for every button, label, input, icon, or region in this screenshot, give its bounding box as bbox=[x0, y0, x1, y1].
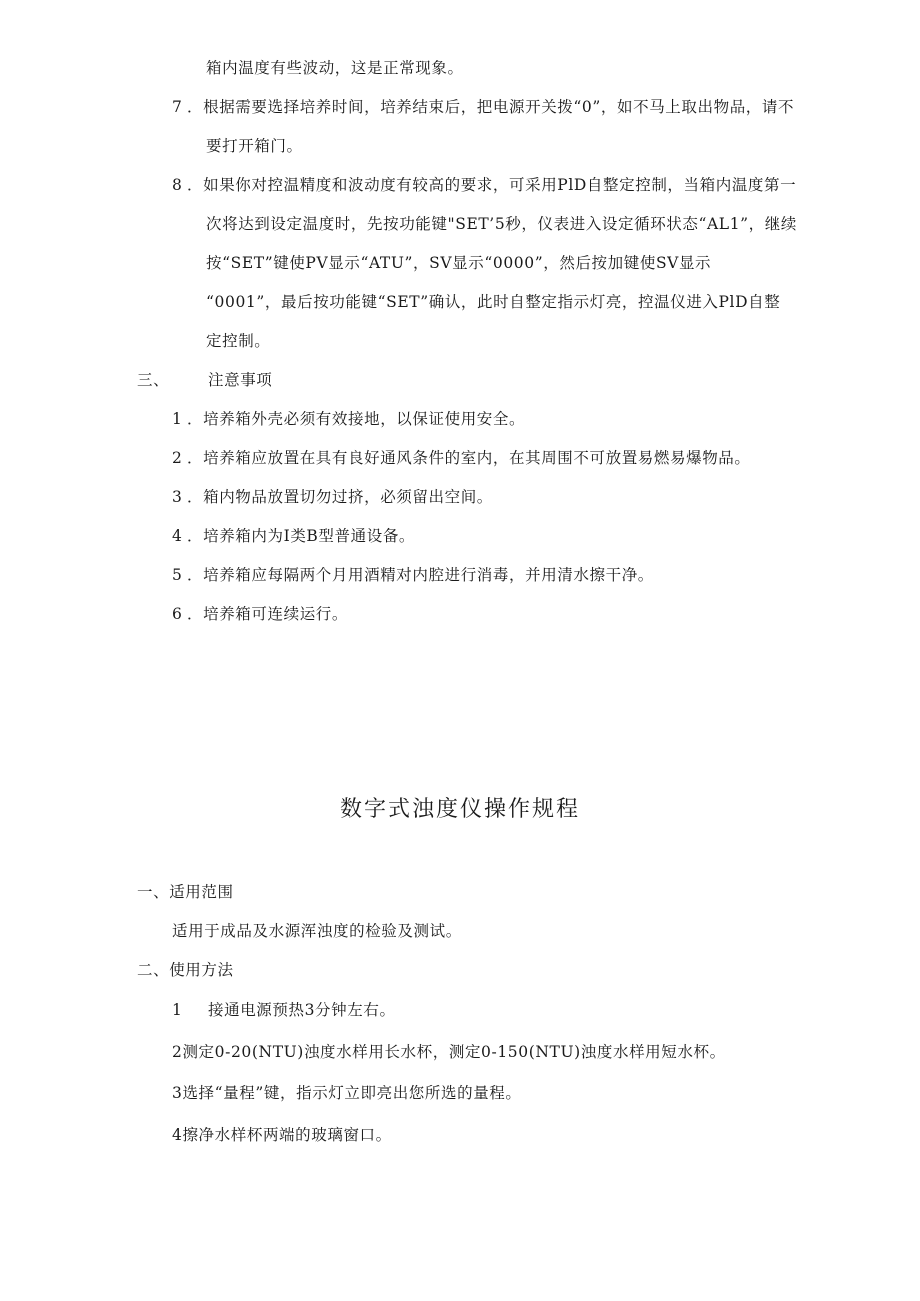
step1-number: 1 bbox=[172, 1001, 183, 1019]
item8-line-4: “0001”，最后按功能键“SET”确认，此时自整定指示灯亮，控温仪进入PlD自整 bbox=[206, 293, 781, 311]
scope-heading: 一、适用范围 bbox=[137, 883, 234, 901]
note-number: 2 bbox=[172, 449, 183, 467]
item8-line-3: 按“SET”键使PV显示“ATU”，SV显示“0000”，然后按加键使SV显示 bbox=[206, 254, 712, 272]
item8-number: 8 bbox=[172, 176, 183, 194]
page-title: 数字式浊度仪操作规程 bbox=[339, 797, 580, 822]
step2-text: 2测定0-20(NTU)浊度水样用长水杯，测定0-150(NTU)浊度水样用短水杯。 bbox=[172, 1043, 726, 1061]
notes-heading: 注意事项 bbox=[208, 371, 273, 389]
note-text: ．培养箱外壳必须有效接地，以保证使用安全。 bbox=[187, 410, 526, 428]
note-text: ．培养箱可连续运行。 bbox=[187, 605, 349, 623]
step1-text: 接通电源预热3分钟左右。 bbox=[208, 1001, 396, 1019]
item8-line-5: 定控制。 bbox=[206, 332, 271, 350]
note-number: 3 bbox=[172, 488, 183, 506]
item7-line-2: 要打开箱门。 bbox=[206, 137, 303, 155]
note-text: ．培养箱应每隔两个月用酒精对内腔进行消毒，并用清水擦干净。 bbox=[187, 566, 654, 584]
item7-number: 7 bbox=[172, 98, 183, 116]
item8-line-2: 次将达到设定温度时，先按功能键"SET’5秒，仪表进入设定循环状态“AL1”，继续 bbox=[206, 215, 797, 233]
note-text: ．箱内物品放置切勿过挤，必须留出空间。 bbox=[187, 488, 493, 506]
method-heading: 二、使用方法 bbox=[137, 961, 234, 979]
note-number: 4 bbox=[172, 527, 183, 545]
note-text: ．培养箱内为I类B型普通设备。 bbox=[187, 527, 416, 545]
note-text: ．培养箱应放置在具有良好通风条件的室内，在其周围不可放置易燃易爆物品。 bbox=[187, 449, 751, 467]
step3-text: 3选择“量程”键，指示灯立即亮出您所选的量程。 bbox=[172, 1084, 522, 1102]
item8-line-1: ．如果你对控温精度和波动度有较高的要求，可采用PlD自整定控制，当箱内温度第一 bbox=[187, 176, 797, 194]
note-number: 6 bbox=[172, 605, 183, 623]
item7-line-1: ．根据需要选择培养时间，培养结束后，把电源开关拨“0”，如不马上取出物品，请不 bbox=[187, 98, 795, 116]
item6-continuation: 箱内温度有些波动，这是正常现象。 bbox=[206, 59, 464, 77]
scope-text: 适用于成品及水源浑浊度的检验及测试。 bbox=[172, 922, 462, 940]
note-number: 5 bbox=[172, 566, 183, 584]
step4-text: 4擦净水样杯两端的玻璃窗口。 bbox=[172, 1126, 392, 1144]
notes-heading-number: 三、 bbox=[137, 371, 170, 389]
note-number: 1 bbox=[172, 410, 183, 428]
